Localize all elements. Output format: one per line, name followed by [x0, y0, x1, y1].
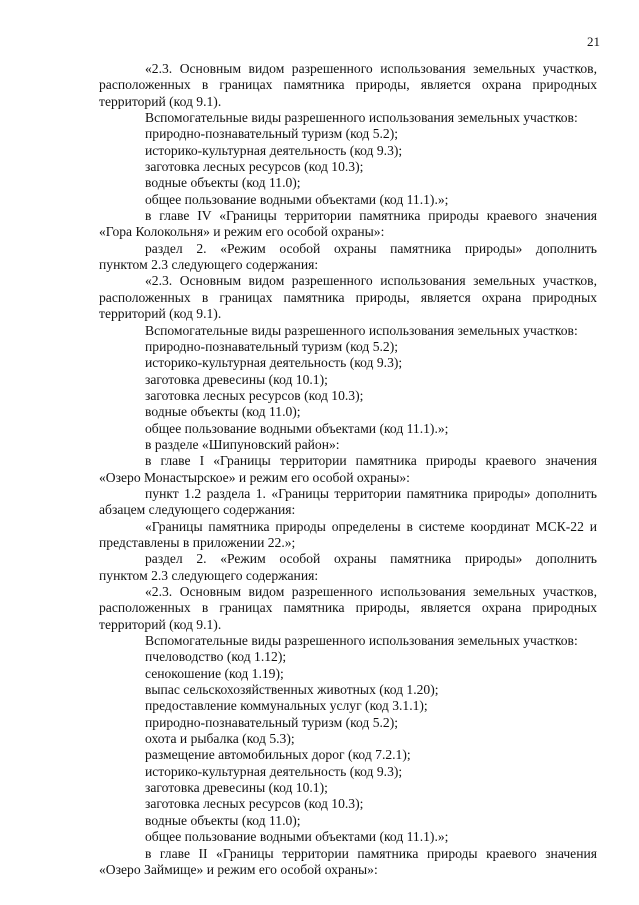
text-line: Вспомогательные виды разрешенного использования земельных участков: — [145, 110, 578, 126]
text-line: выпас сельскохозяйственных животных (код 1.20); — [145, 682, 439, 698]
text-line: территорий (код 9.1). — [99, 93, 222, 109]
text-line: заготовка лесных ресурсов (код 10.3); — [145, 159, 364, 175]
text-line: «Озеро Монастырское» и режим его особой охраны»: — [99, 469, 410, 485]
text-line: пунктом 2.3 следующего содержания: — [99, 257, 319, 273]
text-line: представлены в приложении 22.»; — [99, 534, 296, 550]
text-line: «2.3. Основным видом разрешенного использования земельных участков, — [145, 584, 597, 599]
text-line: историко-культурная деятельность (код 9.3); — [145, 763, 403, 779]
text-line: природно-познавательный туризм (код 5.2); — [145, 714, 399, 730]
document-body — [99, 61, 597, 878]
text-line: общее пользование водными объектами (код 11.1).»; — [145, 420, 449, 436]
text-line: раздел 2. «Режим особой охраны памятника природы» дополнить — [145, 240, 597, 256]
text-line: заготовка древесины (код 10.1); — [145, 780, 328, 796]
text-line: общее пользование водными объектами (код 11.1).»; — [145, 829, 449, 845]
text-line: расположенных в границах памятника природы, является охрана природных — [99, 289, 597, 305]
text-line: в разделе «Шипуновский район»: — [145, 436, 340, 452]
text-line: Вспомогательные виды разрешенного использования земельных участков: — [145, 633, 578, 649]
text-line: «2.3. Основным видом разрешенного использования земельных участков, — [145, 61, 597, 76]
text-line: раздел 2. «Режим особой охраны памятника природы» дополнить — [145, 551, 597, 567]
text-line: историко-культурная деятельность (код 9.3); — [145, 142, 403, 158]
text-line: заготовка лесных ресурсов (код 10.3); — [145, 796, 364, 812]
text-line: «Озеро Займище» и режим его особой охраны»: — [99, 861, 378, 877]
text-line: пунктом 2.3 следующего содержания: — [99, 567, 319, 583]
text-line: заготовка древесины (код 10.1); — [145, 371, 328, 387]
text-line: «Гора Колокольня» и режим его особой охраны»: — [99, 224, 385, 240]
text-line: пчеловодство (код 1.12); — [145, 649, 287, 665]
text-line: в главе II «Границы территории памятника природы краевого значения — [145, 845, 597, 861]
page-number: 21 — [587, 34, 600, 49]
text-line: абзацем следующего содержания: — [99, 502, 296, 518]
text-line: территорий (код 9.1). — [99, 616, 222, 632]
text-line: сенокошение (код 1.19); — [145, 665, 284, 681]
text-line: водные объекты (код 11.0); — [145, 175, 301, 191]
text-line: Вспомогательные виды разрешенного использования земельных участков: — [145, 322, 578, 338]
text-line: природно-познавательный туризм (код 5.2); — [145, 338, 399, 354]
text-line: расположенных в границах памятника природы, является охрана природных — [99, 77, 597, 93]
text-line: охота и рыбалка (код 5.3); — [145, 731, 295, 747]
text-line: «2.3. Основным видом разрешенного использования земельных участков, — [145, 273, 597, 289]
text-line: «Границы памятника природы определены в системе координат МСК-22 и — [145, 518, 597, 534]
text-line: природно-познавательный туризм (код 5.2); — [145, 126, 399, 142]
text-line: территорий (код 9.1). — [99, 306, 222, 322]
text-line: заготовка лесных ресурсов (код 10.3); — [145, 387, 364, 403]
text-line: историко-культурная деятельность (код 9.3); — [145, 355, 403, 371]
text-line: в главе IV «Границы территории памятника природы краевого значения — [145, 208, 597, 224]
text-line: водные объекты (код 11.0); — [145, 812, 301, 828]
text-line: пункт 1.2 раздела 1. «Границы территории памятника природы» дополнить — [145, 485, 597, 501]
text-line: общее пользование водными объектами (код 11.1).»; — [145, 191, 449, 207]
text-line: водные объекты (код 11.0); — [145, 404, 301, 420]
text-line: предоставление коммунальных услуг (код 3.1.1); — [145, 698, 428, 714]
text-line: расположенных в границах памятника природы, является охрана природных — [99, 600, 597, 616]
text-line: в главе I «Границы территории памятника природы краевого значения — [145, 453, 597, 469]
text-line: размещение автомобильных дорог (код 7.2.1); — [145, 747, 411, 763]
